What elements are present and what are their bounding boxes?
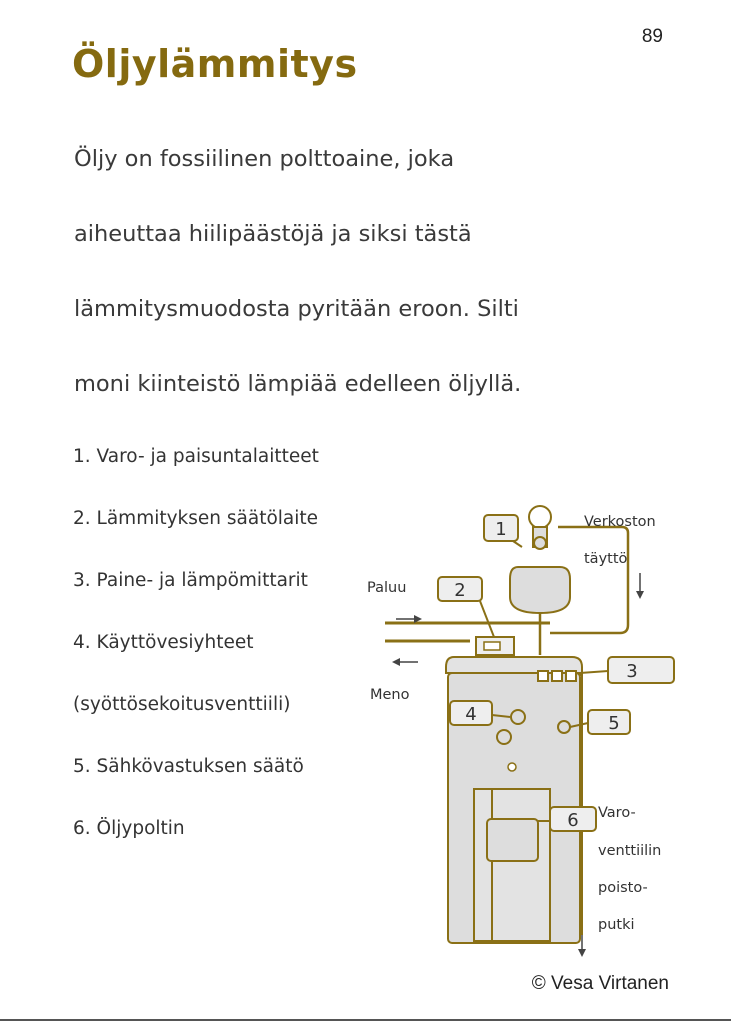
- legend-list: [73, 443, 319, 877]
- callout-4-number: 4: [465, 704, 477, 725]
- water-connection-1: [511, 710, 525, 724]
- callout-2-number: 2: [454, 580, 466, 601]
- callout-5-number: 5: [608, 713, 620, 734]
- legend-item-6: 6. Öljypoltin: [73, 818, 185, 839]
- expansion-vessel: [510, 567, 570, 613]
- callout-3: [608, 657, 674, 683]
- callout-1: [484, 515, 518, 541]
- drain-knob: [508, 763, 516, 771]
- legend-item-4-detail: (syöttösekoitusventtiili): [73, 694, 291, 715]
- pressure-gauge-2: [552, 671, 562, 681]
- burner-housing: [474, 789, 550, 941]
- safety-valve: [534, 537, 546, 549]
- callout-3-leader: [580, 671, 608, 673]
- legend-item-3: 3. Paine- ja lämpömittarit: [73, 570, 308, 591]
- page-title: Öljylämmitys: [72, 42, 358, 86]
- copyright: © Vesa Virtanen: [531, 973, 669, 994]
- callout-3-number: 3: [626, 661, 638, 682]
- legend-item-5: 5. Sähkövastuksen säätö: [73, 756, 304, 777]
- control-display: [484, 642, 500, 650]
- label-network-fill-1: Verkoston: [584, 514, 656, 530]
- label-relief-4: putki: [598, 917, 635, 933]
- label-relief-3: poisto-: [598, 880, 648, 896]
- callout-2: [438, 577, 482, 601]
- arrow-network-fill-head: [636, 591, 644, 599]
- temperature-gauge: [566, 671, 576, 681]
- intro-line: Öljy on fossiilinen polttoaine, joka: [74, 146, 455, 172]
- callout-6-number: 6: [567, 810, 579, 831]
- boiler-diagram: [360, 495, 700, 965]
- callout-6: [550, 807, 596, 831]
- legend-item-4: 4. Käyttövesiyhteet: [73, 632, 254, 653]
- oil-burner: [487, 819, 538, 861]
- intro-line: lämmitysmuodosta pyritään eroon. Silti: [74, 296, 519, 322]
- page-number: 89: [641, 26, 663, 47]
- arrow-supply-head: [392, 658, 400, 666]
- callout-2-leader: [480, 601, 494, 637]
- intro-line: aiheuttaa hiilipäästöjä ja siksi tästä: [74, 221, 472, 247]
- label-network-fill-2: täyttö: [584, 551, 628, 567]
- label-return: Paluu: [367, 580, 407, 596]
- callout-5: [588, 710, 630, 734]
- label-supply: Meno: [370, 687, 410, 703]
- label-relief-1: Varo-: [598, 805, 636, 821]
- intro-paragraph: [74, 142, 674, 442]
- intro-line: moni kiinteistö lämpiää edelleen öljyllä.: [74, 371, 522, 397]
- callout-1-number: 1: [495, 519, 507, 540]
- label-relief-2: venttiilin: [598, 843, 662, 859]
- expansion-vessel-cap: [529, 506, 551, 528]
- legend-item-2: 2. Lämmityksen säätölaite: [73, 508, 319, 529]
- water-connection-2: [497, 730, 511, 744]
- footer-divider: [0, 1019, 731, 1021]
- element-control-knob: [558, 721, 570, 733]
- legend-item-1: 1. Varo- ja paisuntalaitteet: [73, 446, 319, 467]
- callout-4: [450, 701, 492, 725]
- arrow-relief-head: [578, 949, 586, 957]
- pressure-gauge-1: [538, 671, 548, 681]
